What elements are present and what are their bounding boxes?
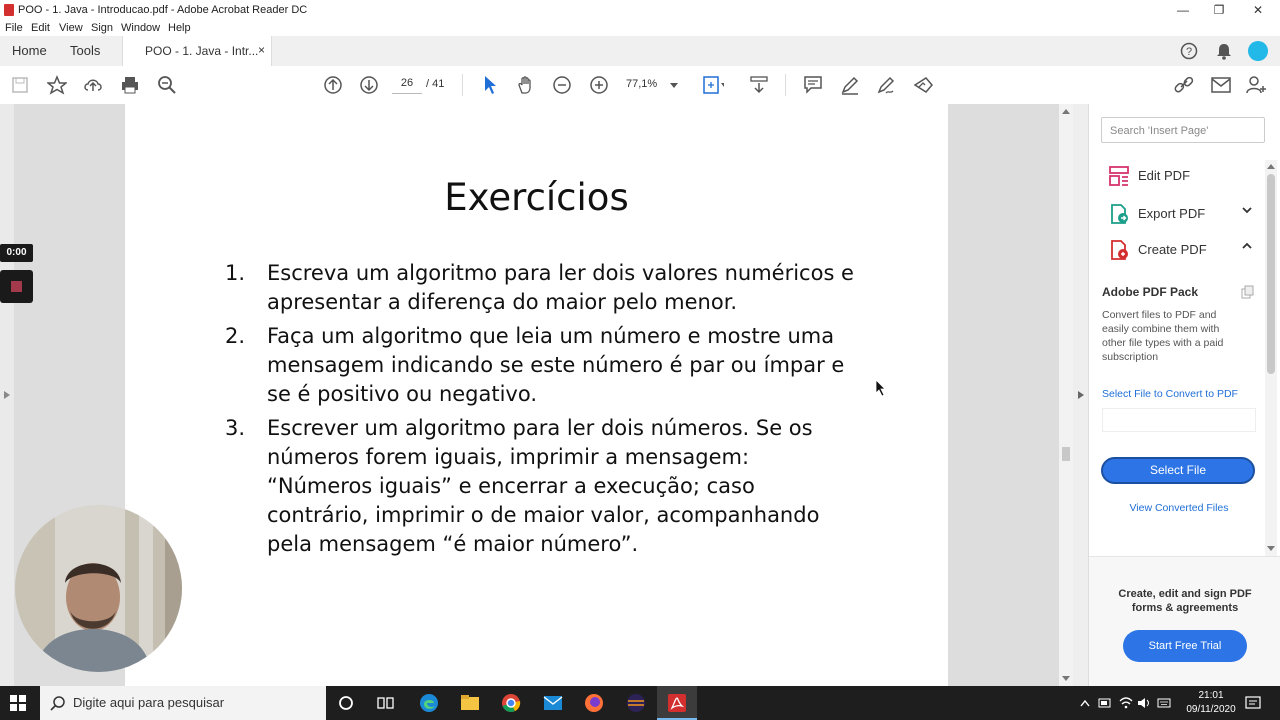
- prev-page-icon[interactable]: [322, 75, 344, 95]
- save-icon[interactable]: [9, 75, 31, 95]
- main-toolbar: [0, 66, 1280, 105]
- tab-bar: [0, 36, 1280, 67]
- volume-icon[interactable]: [1136, 695, 1152, 711]
- system-clock[interactable]: [1178, 689, 1244, 717]
- tab-document[interactable]: [122, 36, 272, 66]
- search-icon: [50, 695, 66, 711]
- add-user-icon[interactable]: [1246, 75, 1268, 95]
- tool-create-pdf[interactable]: [1109, 238, 1259, 262]
- file-drop-field[interactable]: [1102, 408, 1256, 432]
- chevron-up-icon[interactable]: [1241, 240, 1253, 255]
- webcam-overlay: [15, 505, 182, 672]
- email-icon[interactable]: [1210, 75, 1232, 95]
- window-title: POO - 1. Java - Introducao.pdf - Adobe Acrobat Reader DC: [18, 4, 308, 16]
- upload-cloud-icon[interactable]: [82, 75, 104, 95]
- zoom-level[interactable]: 77,1%: [626, 78, 658, 90]
- tool-label: Create PDF: [1138, 242, 1207, 257]
- stop-icon: [11, 281, 22, 292]
- page-number-input[interactable]: 26: [392, 77, 422, 94]
- help-icon[interactable]: [1178, 41, 1200, 61]
- select-file-label: Select File to Convert to PDF: [1102, 388, 1238, 400]
- toolbar-divider: [462, 74, 463, 96]
- tool-label: Edit PDF: [1138, 168, 1191, 183]
- bell-icon[interactable]: [1213, 41, 1235, 61]
- select-file-button[interactable]: Select File: [1101, 457, 1255, 484]
- close-tab-icon[interactable]: ×: [257, 43, 265, 57]
- export-pdf-icon: [1109, 204, 1129, 224]
- menu-view[interactable]: View: [59, 22, 83, 34]
- document-scrollbar[interactable]: [1059, 104, 1073, 686]
- right-tools-panel: [1088, 104, 1280, 686]
- sign-icon[interactable]: [875, 75, 897, 95]
- send-for-signature-icon[interactable]: [912, 75, 934, 95]
- maximize-button[interactable]: ❐: [1213, 3, 1225, 17]
- pdf-pack-title: Adobe PDF Pack: [1102, 285, 1199, 299]
- user-avatar-icon[interactable]: [1247, 40, 1269, 62]
- promo-text: Create, edit and sign PDF forms & agreements: [1118, 588, 1252, 614]
- webcam-person-image: [15, 505, 182, 672]
- highlight-pen-icon[interactable]: [839, 75, 861, 95]
- battery-icon[interactable]: [1097, 695, 1113, 711]
- zoom-out-icon[interactable]: [551, 75, 573, 95]
- toolbar-divider: [785, 74, 786, 96]
- menu-edit[interactable]: Edit: [31, 22, 50, 34]
- exercise-text: Escreva um algoritmo para ler dois valores numéricos e apresentar a diferença do maior pelo menor.: [267, 261, 854, 314]
- acrobat-app-icon: [4, 4, 14, 16]
- print-icon[interactable]: [119, 75, 141, 95]
- left-panel-strip[interactable]: [0, 104, 14, 686]
- select-cursor-icon[interactable]: [479, 75, 501, 95]
- exercise-number: 1.: [225, 261, 246, 285]
- menu-bar: [0, 20, 1280, 36]
- hand-tool-icon[interactable]: [515, 75, 537, 95]
- start-free-trial-button[interactable]: Start Free Trial: [1123, 630, 1247, 662]
- task-view-icon[interactable]: [376, 693, 396, 713]
- tab-document-label: POO - 1. Java - Intr...: [145, 44, 259, 58]
- comment-icon[interactable]: [802, 75, 824, 95]
- chevron-down-icon[interactable]: [1241, 204, 1253, 219]
- taskbar-search-placeholder: Digite aqui para pesquisar: [73, 695, 225, 710]
- wifi-icon[interactable]: [1118, 695, 1134, 711]
- menu-help[interactable]: Help: [168, 22, 191, 34]
- chrome-icon[interactable]: [500, 692, 522, 714]
- minimize-button[interactable]: —: [1177, 3, 1189, 17]
- tool-edit-pdf[interactable]: [1109, 164, 1259, 188]
- panel-scrollbar[interactable]: [1265, 160, 1277, 556]
- fit-page-icon[interactable]: [702, 75, 724, 95]
- copy-icon[interactable]: [1241, 285, 1255, 299]
- zoom-in-icon[interactable]: [588, 75, 610, 95]
- keyboard-layout-icon[interactable]: [1156, 695, 1172, 711]
- file-explorer-icon[interactable]: [459, 692, 481, 714]
- clock-time: 21:01: [1198, 690, 1224, 701]
- recording-timer: 0:00: [0, 244, 33, 262]
- windows-taskbar: [0, 686, 1280, 720]
- mouse-cursor-icon: [875, 379, 887, 397]
- close-window-button[interactable]: ✕: [1252, 3, 1264, 17]
- next-page-icon[interactable]: [358, 75, 380, 95]
- cortana-icon[interactable]: [336, 693, 356, 713]
- scroll-mode-icon[interactable]: [748, 75, 770, 95]
- menu-window[interactable]: Window: [121, 22, 161, 34]
- eclipse-ide-icon[interactable]: [624, 692, 648, 714]
- right-panel-collapse-strip[interactable]: [1073, 104, 1088, 686]
- exercise-text: Faça um algoritmo que leia um número e mostre uma mensagem indicando se este número é par ou ímpar e se é positivo ou negativo.: [267, 324, 845, 406]
- tab-tools[interactable]: Tools: [70, 43, 101, 58]
- search-tools-input[interactable]: Search 'Insert Page': [1101, 117, 1265, 143]
- view-converted-files-link[interactable]: View Converted Files: [1129, 502, 1229, 514]
- zoom-search-icon[interactable]: [156, 75, 178, 95]
- scrollbar-thumb[interactable]: [1062, 447, 1070, 461]
- page-total: / 41: [426, 78, 445, 90]
- exercise-text: Escrever um algoritmo para ler dois números. Se os números forem iguais, imprimir a mensagem: “Números iguais” e encerrar a execução; caso contrário, imprimir o de maior valor, acompanhando pela mensagem “é maior número”.: [267, 416, 820, 556]
- windows-start-icon[interactable]: [8, 694, 28, 712]
- edit-pdf-icon: [1109, 166, 1129, 186]
- taskbar-search-box[interactable]: [40, 686, 326, 720]
- tray-overflow-icon[interactable]: [1078, 695, 1092, 711]
- menu-sign[interactable]: Sign: [91, 22, 114, 34]
- taskbar-active-app[interactable]: [657, 686, 697, 720]
- pdf-page: [125, 104, 948, 686]
- svg-text:?: ?: [1185, 46, 1193, 58]
- stop-recording-button[interactable]: [0, 270, 33, 303]
- firefox-icon[interactable]: [583, 692, 605, 714]
- exercise-number: 3.: [225, 416, 246, 440]
- mail-icon[interactable]: [542, 692, 564, 714]
- window-titlebar: [0, 0, 1280, 20]
- notification-center-icon[interactable]: [1244, 694, 1262, 712]
- tool-label: Export PDF: [1138, 206, 1206, 221]
- tool-export-pdf[interactable]: [1109, 202, 1259, 226]
- exercise-number: 2.: [225, 324, 246, 348]
- slide-title: Exercícios: [444, 176, 629, 219]
- acrobat-reader-icon: [666, 692, 688, 714]
- create-pdf-icon: [1109, 240, 1129, 260]
- tab-home[interactable]: Home: [12, 43, 47, 58]
- edge-browser-icon[interactable]: [418, 692, 440, 714]
- pdf-pack-description: Convert files to PDF and easily combine them with other file types with a paid subscription: [1102, 309, 1224, 363]
- menu-file[interactable]: File: [5, 22, 23, 34]
- zoom-dropdown-icon[interactable]: [667, 75, 681, 95]
- share-link-icon[interactable]: [1173, 75, 1195, 95]
- clock-date: 09/11/2020: [1186, 704, 1236, 715]
- panel-scrollbar-thumb[interactable]: [1267, 174, 1275, 374]
- promo-box: [1089, 556, 1280, 687]
- bookmark-star-icon[interactable]: [46, 75, 68, 95]
